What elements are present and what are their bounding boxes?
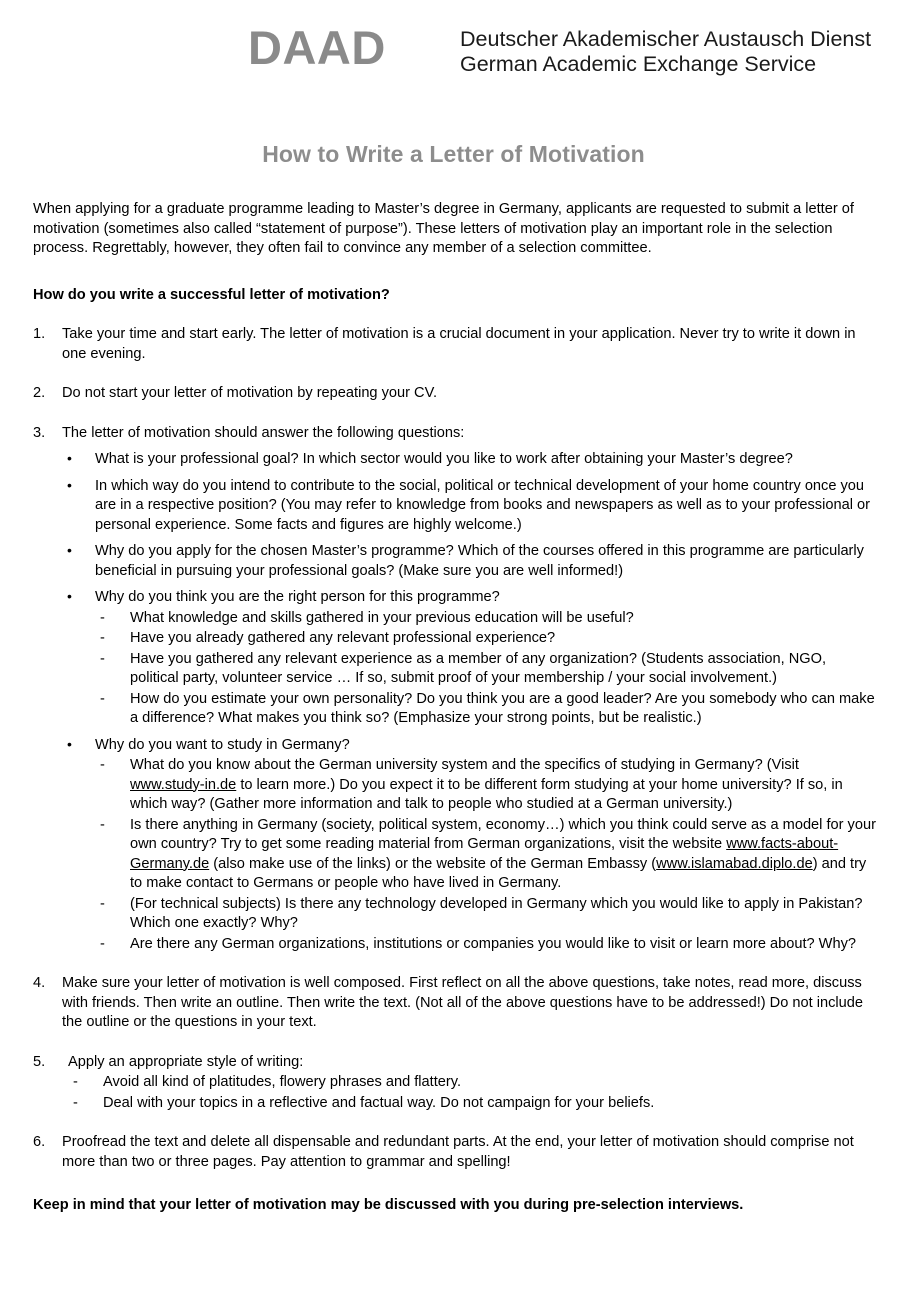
bullet-list-item <box>62 736 876 955</box>
closing-note: Keep in mind that your letter of motivation may be discussed with you during pre-selection interviews. <box>33 1197 744 1213</box>
dash-item-text: Is there anything in Germany (society, political system, economy…) which you think could serve as a model for your own country? Try to get some reading material from German organizations, visit the website www.facts-about-Germany.de (also make use of the links) or the website of the German Embassy (www.islamabad.diplo.de) and try to make contact to Germans or people who have lived in Germany. <box>130 816 876 891</box>
bullet-item-text: In which way do you intend to contribute to the social, political or technical development of your home country once you are in a respective position? (You may refer to knowledge from books and newspapers as well as to your professional or personal experience. Some facts and figures are highly welcome.) <box>95 477 870 533</box>
bullet-list-item <box>62 477 876 536</box>
numbered-list-item <box>33 974 876 1033</box>
numbered-list-item <box>33 325 876 364</box>
dash-list-item <box>68 1073 876 1093</box>
dash-marker-icon: - <box>100 895 105 912</box>
list-number: 3. <box>33 424 46 441</box>
dash-list-item <box>68 1094 876 1114</box>
daad-logo: DAAD <box>248 21 386 74</box>
numbered-list-item <box>33 424 876 955</box>
dash-item-text: Are there any German organizations, institutions or companies you would like to visit or learn more about? Why? <box>130 935 856 952</box>
bullet-list-item <box>62 588 876 729</box>
dash-list-item <box>95 756 876 815</box>
dash-item-text: Deal with your topics in a reflective and factual way. Do not campaign for your beliefs. <box>103 1094 655 1111</box>
list-item-text: Take your time and start early. The letter of motivation is a crucial document in your application. Never try to write it down in one evening. <box>62 326 856 362</box>
numbered-list <box>33 325 876 1172</box>
dash-marker-icon: - <box>100 630 105 646</box>
bullet-marker-icon: • <box>67 588 72 604</box>
list-item-text: Do not start your letter of motivation by repeating your CV. <box>62 385 438 401</box>
dash-item-text: What do you know about the German university system and the specifics of studying in Germany? (Visit www.study-in.de to learn more.) Do you expect it to be different form studying at your home university? If so, in which way? (Gather more information and talk to people who studied at a German university.) <box>130 757 843 812</box>
bullet-list-item <box>62 450 876 470</box>
list-item-text: The letter of motivation should answer the following questions: <box>62 424 465 441</box>
page-title: How to Write a Letter of Motivation <box>262 141 645 167</box>
list-item-text: Apply an appropriate style of writing: <box>68 1053 304 1070</box>
section-heading: How do you write a successful letter of motivation? <box>33 286 390 303</box>
bullet-marker-icon: • <box>67 735 72 752</box>
bullet-item-text: Why do you apply for the chosen Master’s programme? Which of the courses offered in this programme are particularly beneficial in pursuing your professional goals? (Make sure you are well informed!) <box>95 543 864 579</box>
numbered-list-item <box>33 1133 876 1172</box>
list-number: 4. <box>33 975 46 991</box>
bullet-marker-icon: • <box>67 542 72 558</box>
dash-marker-icon: - <box>73 1074 78 1090</box>
list-number: 1. <box>33 326 46 342</box>
list-item-text: Proofread the text and delete all dispensable and redundant parts. At the end, your letter of motivation should comprise not more than two or three pages. Pay attention to grammar and spelling! <box>62 1134 854 1170</box>
dash-item-text: How do you estimate your own personality? Do you think you are a good leader? Are you somebody who can make a difference? What makes you think so? (Emphasize your strong points, but be realistic.) <box>130 690 875 726</box>
dash-list-item <box>95 609 876 629</box>
dash-marker-icon: - <box>100 609 105 626</box>
list-number: 6. <box>33 1134 46 1150</box>
dash-list-item <box>95 935 876 955</box>
bullet-item-text: What is your professional goal? In which sector would you like to work after obtaining your Master’s degree? <box>95 451 793 467</box>
list-number: 5. <box>33 1053 46 1070</box>
document-header <box>0 22 907 84</box>
intro-paragraph: When applying for a graduate programme leading to Master’s degree in Germany, applicants are requested to submit a letter of motivation (sometimes also called “statement of purpose”). These letters of motivation play an important role in the selection process. Regrettably, however, they often fail to convince any member of a selection committee. <box>33 201 854 256</box>
dash-marker-icon: - <box>100 690 105 707</box>
external-link[interactable]: www.islamabad.diplo.de <box>656 855 813 872</box>
dash-marker-icon: - <box>73 1094 78 1111</box>
external-link[interactable]: www.facts-about-Germany.de <box>130 836 839 872</box>
dash-list-item <box>95 895 876 934</box>
dash-marker-icon: - <box>100 935 105 952</box>
dash-marker-icon: - <box>100 816 105 833</box>
dash-marker-icon: - <box>100 650 105 667</box>
bullet-item-text: Why do you want to study in Germany? <box>95 736 350 753</box>
numbered-list-item <box>33 384 876 404</box>
dash-item-text: Have you gathered any relevant experience as a member of any organization? (Students association, NGO, political party, volunteer service … If so, submit proof of your membership / your social involvement.) <box>130 650 827 686</box>
dash-list-item <box>95 650 876 689</box>
dash-item-text: What knowledge and skills gathered in your previous education will be useful? <box>130 609 634 626</box>
bullet-list <box>62 450 876 954</box>
dash-list-item <box>95 690 876 729</box>
org-name-english: German Academic Exchange Service <box>460 52 817 76</box>
dash-list <box>68 1073 876 1113</box>
dash-list <box>95 756 876 954</box>
dash-list-item <box>95 629 876 649</box>
numbered-list-item <box>33 1053 876 1114</box>
organization-names <box>460 27 871 77</box>
dash-item-text: Have you already gathered any relevant professional experience? <box>130 630 556 646</box>
external-link[interactable]: www.study-in.de <box>130 776 237 793</box>
dash-item-text: Avoid all kind of platitudes, flowery phrases and flattery. <box>103 1074 462 1090</box>
dash-marker-icon: - <box>100 757 105 773</box>
list-item-text: Make sure your letter of motivation is well composed. First reflect on all the above questions, take notes, read more, discuss with friends. Then write an outline. Then write the text. (Not all of the above questions have to be addressed!) Do not include the outline or the questions in your text. <box>62 975 863 1030</box>
bullet-list-item <box>62 542 876 581</box>
bullet-marker-icon: • <box>67 450 72 466</box>
org-name-german: Deutscher Akademischer Austausch Dienst <box>460 27 872 51</box>
bullet-item-text: Why do you think you are the right person for this programme? <box>95 589 500 605</box>
document-body <box>33 200 876 1216</box>
dash-list-item <box>95 816 876 894</box>
dash-item-text: (For technical subjects) Is there any technology developed in Germany which you would like to apply in Pakistan? Which one exactly? Why? <box>130 895 863 931</box>
list-number: 2. <box>33 385 46 401</box>
dash-list <box>95 609 876 729</box>
bullet-marker-icon: • <box>67 476 72 493</box>
